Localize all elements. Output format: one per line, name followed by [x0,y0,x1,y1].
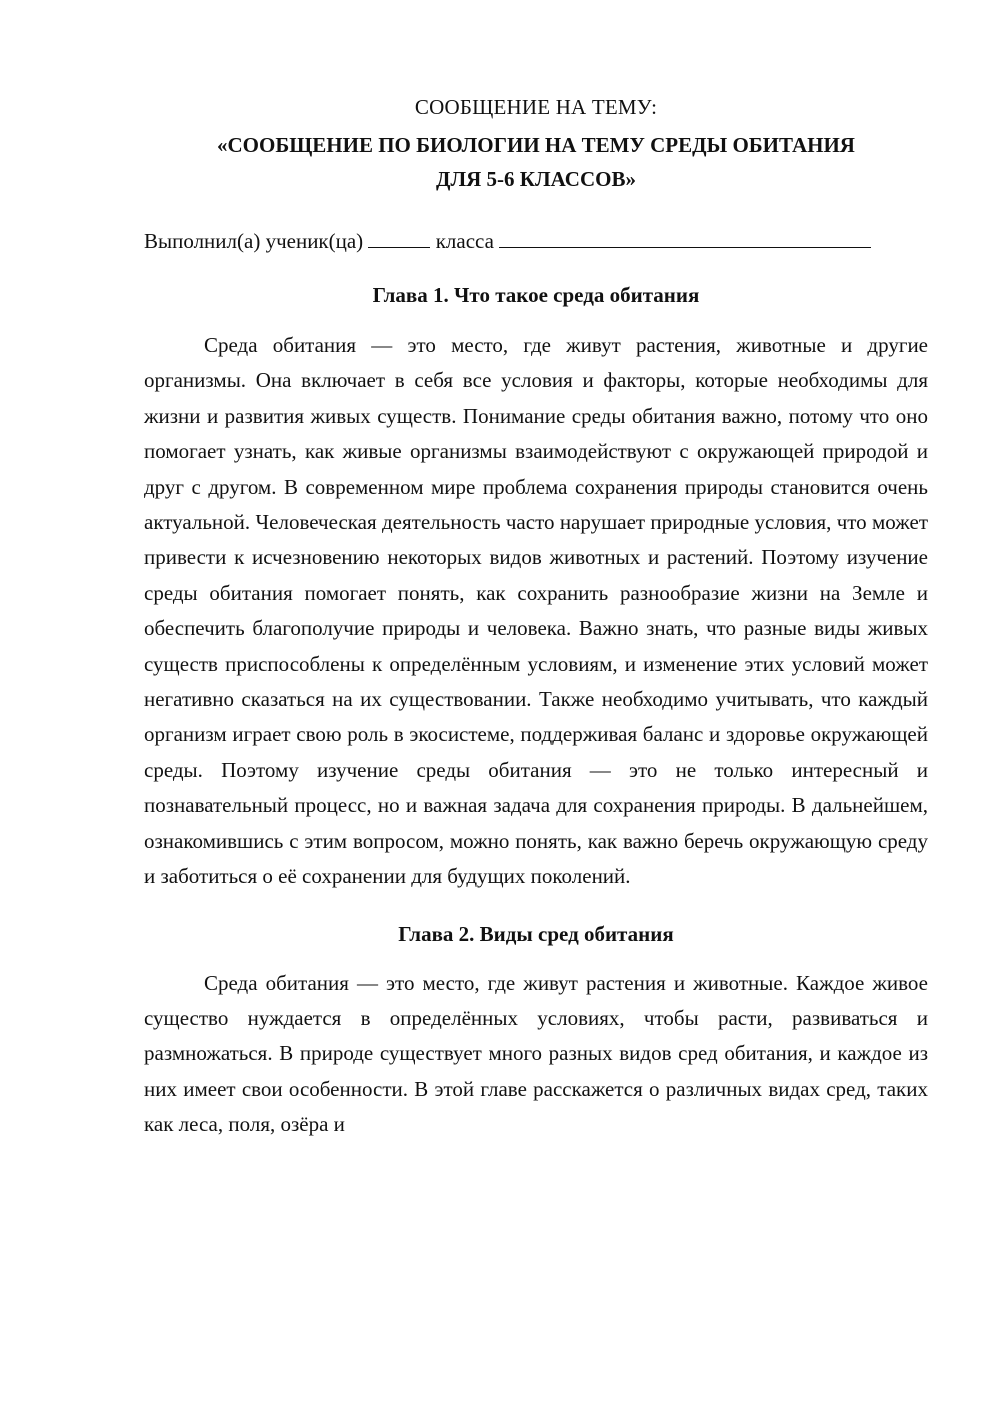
signature-line [144,224,928,258]
document-page [144,90,928,1143]
chapter-2-paragraph: Среда обитания — это место, где живут растения и животные. Каждое живое существо нуждается в определённых условиях, чтобы расти, развиваться и размножаться. В природе существует много разных видов сред обитания, и каждое из них имеет свои особенности. В этой главе расскажется о различных видах сред, таких как леса, поля, озёра и [144,970,928,1137]
signature-label: Выполнил(а) ученик(ца) [144,229,364,253]
signature-class-label: класса [435,229,494,253]
chapter-2-heading: Глава 2. Виды сред обитания [398,921,674,946]
document-header: СООБЩЕНИЕ НА ТЕМУ: [414,95,658,119]
document-title-line-1: «СООБЩЕНИЕ ПО БИОЛОГИИ НА ТЕМУ СРЕДЫ ОБИТАНИЯ [217,133,855,157]
chapter-1-paragraph: Среда обитания — это место, где живут растения, животные и другие организмы. Она включает в себя все условия и факторы, которые необходимы для жизни и развития живых существ. Понимание среды обитания важно, потому что оно помогает узнать, как живые организмы взаимодействуют с окружающей природой и друг с другом. В современном мире проблема сохранения природы становится очень актуальной. Человеческая деятельность часто нарушает природные условия, что может привести к исчезновению некоторых видов животных и растений. Поэтому изучение среды обитания помогает понять, как сохранить разнообразие жизни на Земле и обеспечить благополучие природы и человека. Важно знать, что разные виды живых существ приспособлены к определённым условиям, и изменение этих условий может негативно сказаться на их существовании. Также необходимо учитывать, что каждый организм играет свою роль в экосистеме, поддерживая баланс и здоровье окружающей среды. Поэтому изучение среды обитания — это не только интересный и познавательный процесс, но и важная задача для сохранения природы. В дальнейшем, ознакомившись с этим вопросом, можно понять, как важно беречь окружающую среду и заботиться о её сохранении для будущих поколений. [144,333,928,889]
student-name-blank[interactable] [499,227,871,248]
chapter-1-heading: Глава 1. Что такое среда обитания [372,283,700,307]
document-title-line-2: ДЛЯ 5-6 КЛАССОВ» [436,167,636,191]
class-number-blank[interactable] [368,227,430,248]
